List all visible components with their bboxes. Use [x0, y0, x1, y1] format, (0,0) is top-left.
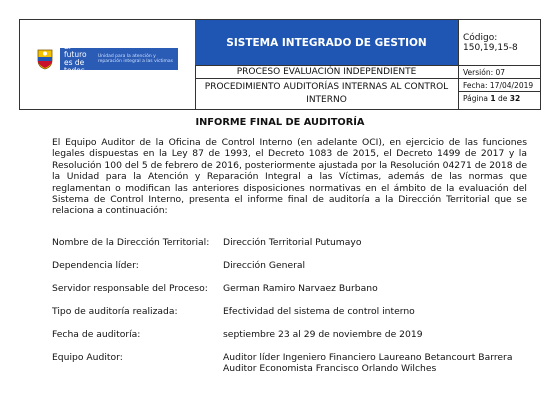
logo-cell	[20, 20, 196, 109]
field-label: Equipo Auditor:	[52, 352, 123, 363]
field-value: Dirección Territorial Putumayo	[223, 237, 362, 248]
logo-sub-text: Unidad para la atención y reparación integral a las víctimas	[97, 54, 173, 64]
auditor-economist: Auditor Economista Francisco Orlando Wilches	[223, 363, 437, 375]
field-label: Servidor responsable del Proceso:	[52, 283, 208, 294]
document-date: Fecha: 17/04/2019	[459, 79, 541, 92]
document-code: Código: 150,19,15-8	[459, 20, 541, 66]
report-title: INFORME FINAL DE AUDITORÍA	[195, 117, 365, 128]
page-indicator	[459, 92, 541, 109]
page-total: 32	[509, 94, 521, 103]
report-intro-paragraph: El Equipo Auditor de la Oficina de Control Interno (en adelante OCI), en ejercicio de las funciones legales dispuestas en la Ley 87 de 1993, el Decreto 1083 de 2015, el Decreto 1499 de 2017 y la Resolución 100 del 5 de febrero de 2016, posteriormente ajustada por la Resolución 04271 de 2018 de la Unidad para la Atención y Reparación Integral a las Víctimas, además de las normas que reglamentan o modifican las anteriores disposiciones normativas en el ámbito de la evaluación del Sistema de Control Interno, presenta el informe final de auditoría a la Dirección Territorial que se relaciona a continuación:	[52, 137, 527, 217]
document-header-table	[19, 19, 541, 110]
field-value: septiembre 23 al 29 de noviembre de 2019	[223, 329, 423, 340]
header-meta-column	[458, 20, 541, 109]
field-value: German Ramiro Narvaez Burbano	[223, 283, 378, 294]
system-title: SISTEMA INTEGRADO DE GESTION	[195, 20, 458, 66]
field-label: Nombre de la Dirección Territorial:	[52, 237, 210, 248]
page-current: 1	[490, 94, 496, 103]
field-label: Dependencia líder:	[52, 260, 139, 271]
process-name: PROCESO EVALUACIÓN INDEPENDIENTE	[195, 66, 458, 79]
logo-main-text: El futuro es de todos	[64, 42, 87, 75]
field-value: Efectividad del sistema de control interno	[223, 306, 415, 317]
logo-banner	[60, 42, 178, 75]
procedure-name: PROCEDIMIENTO AUDITORÍAS INTERNAS AL CONTROL INTERNO	[204, 82, 449, 105]
document-version: Versión: 07	[459, 66, 541, 79]
page-prefix: Página	[463, 94, 491, 103]
page-of: de	[495, 94, 510, 103]
coat-of-arms-icon	[36, 48, 54, 70]
auditor-lead: Auditor líder Ingeniero Financiero Laureano Betancourt Barrera	[223, 352, 513, 363]
field-value: Dirección General	[223, 260, 306, 271]
header-title-column	[195, 20, 458, 109]
field-value	[223, 352, 528, 375]
field-label: Fecha de auditoría:	[52, 329, 141, 340]
field-label: Tipo de auditoría realizada:	[52, 306, 178, 317]
organization-logo	[36, 42, 178, 75]
